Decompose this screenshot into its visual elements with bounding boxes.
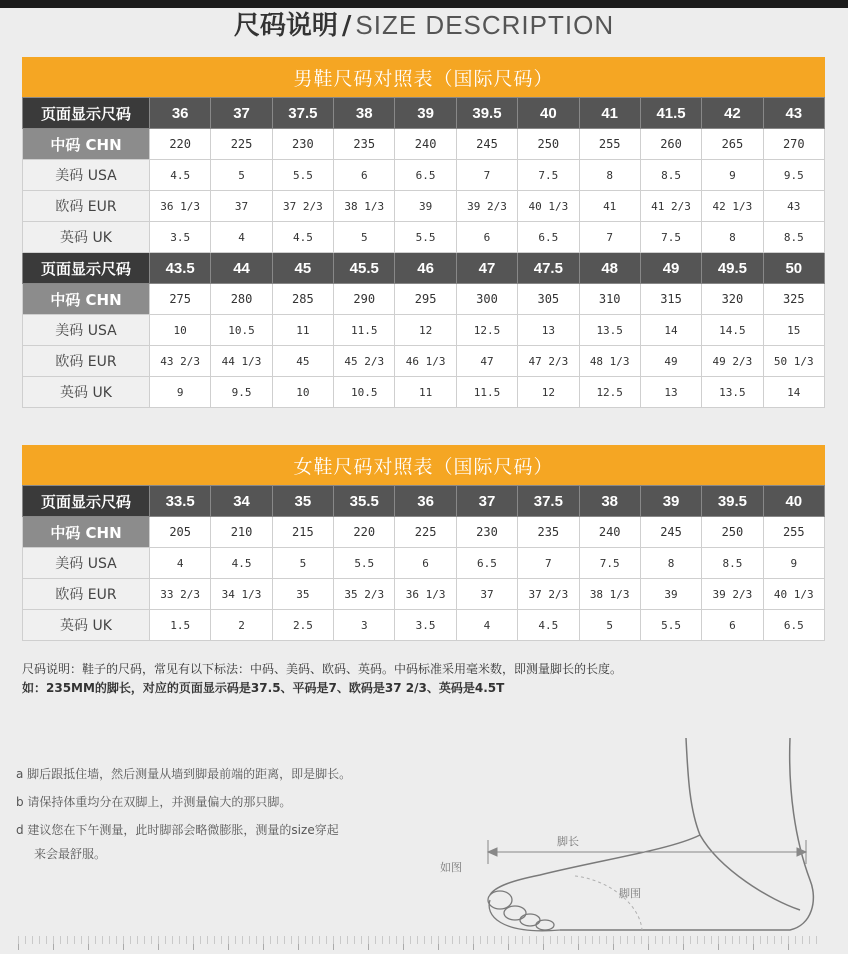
size-cell: 240 — [579, 517, 640, 548]
display-size-cell: 49.5 — [702, 253, 763, 284]
row-label: 欧码 EUR — [23, 346, 150, 377]
size-cell: 43 2/3 — [150, 346, 211, 377]
size-cell: 5.5 — [640, 610, 701, 641]
foot-girth-label: 脚围 — [619, 887, 641, 900]
size-cell: 41 2/3 — [640, 191, 701, 222]
size-cell: 13 — [518, 315, 579, 346]
size-cell: 15 — [763, 315, 824, 346]
size-cell: 11 — [395, 377, 456, 408]
size-cell: 5 — [211, 160, 272, 191]
display-size-cell: 35.5 — [334, 486, 395, 517]
row-label: 欧码 EUR — [23, 579, 150, 610]
size-cell: 245 — [640, 517, 701, 548]
row-label: 美码 USA — [23, 548, 150, 579]
size-cell: 230 — [456, 517, 517, 548]
size-cell: 5 — [579, 610, 640, 641]
size-cell: 11.5 — [334, 315, 395, 346]
toes-icon — [488, 891, 560, 931]
size-cell: 4 — [456, 610, 517, 641]
size-cell: 4.5 — [518, 610, 579, 641]
size-cell: 49 2/3 — [702, 346, 763, 377]
row-label: 页面显示尺码 — [23, 98, 150, 129]
foot-length-label: 脚长 — [557, 835, 579, 848]
size-cell: 37 — [211, 191, 272, 222]
size-cell: 235 — [518, 517, 579, 548]
size-cell: 245 — [456, 129, 517, 160]
size-cell: 285 — [272, 284, 333, 315]
title-zh: 尺码说明 — [233, 11, 338, 41]
display-size-cell: 45.5 — [334, 253, 395, 284]
display-size-cell: 50 — [763, 253, 824, 284]
size-cell: 6 — [395, 548, 456, 579]
display-size-cell: 43 — [763, 98, 824, 129]
size-cell: 7 — [456, 160, 517, 191]
size-cell: 9 — [150, 377, 211, 408]
size-cell: 14.5 — [702, 315, 763, 346]
size-cell: 3 — [334, 610, 395, 641]
display-size-cell: 39.5 — [702, 486, 763, 517]
display-size-cell: 36 — [395, 486, 456, 517]
row-label: 中码 CHN — [23, 129, 150, 160]
size-cell: 38 1/3 — [579, 579, 640, 610]
size-cell: 6 — [456, 222, 517, 253]
row-label: 页面显示尺码 — [23, 486, 150, 517]
size-cell: 40 1/3 — [763, 579, 824, 610]
size-cell: 280 — [211, 284, 272, 315]
size-cell: 275 — [150, 284, 211, 315]
men-chart-header: 男鞋尺码对照表（国际尺码） — [22, 57, 825, 97]
size-cell: 13 — [640, 377, 701, 408]
size-cell: 290 — [334, 284, 395, 315]
size-cell: 305 — [518, 284, 579, 315]
size-cell: 2.5 — [272, 610, 333, 641]
size-cell: 225 — [211, 129, 272, 160]
size-cell: 8.5 — [702, 548, 763, 579]
size-cell: 5.5 — [272, 160, 333, 191]
size-cell: 240 — [395, 129, 456, 160]
size-cell: 5.5 — [395, 222, 456, 253]
display-size-cell: 37.5 — [272, 98, 333, 129]
display-size-cell: 47 — [456, 253, 517, 284]
size-cell: 11.5 — [456, 377, 517, 408]
display-size-cell: 40 — [763, 486, 824, 517]
size-cell: 42 1/3 — [702, 191, 763, 222]
size-cell: 6.5 — [395, 160, 456, 191]
display-size-cell: 37 — [211, 98, 272, 129]
size-cell: 12.5 — [579, 377, 640, 408]
display-size-cell: 36 — [150, 98, 211, 129]
row-label: 美码 USA — [23, 160, 150, 191]
size-cell: 45 — [272, 346, 333, 377]
as-shown-label: 如图 — [440, 861, 462, 874]
size-cell: 6.5 — [763, 610, 824, 641]
size-cell: 260 — [640, 129, 701, 160]
display-size-cell: 49 — [640, 253, 701, 284]
size-cell: 50 1/3 — [763, 346, 824, 377]
foot-length-arrow — [488, 840, 806, 864]
size-cell: 47 2/3 — [518, 346, 579, 377]
display-size-cell: 41.5 — [640, 98, 701, 129]
display-size-cell: 34 — [211, 486, 272, 517]
ruler — [18, 936, 823, 954]
women-chart-header: 女鞋尺码对照表（国际尺码） — [22, 445, 825, 485]
size-cell: 4.5 — [150, 160, 211, 191]
size-cell: 12 — [395, 315, 456, 346]
size-cell: 41 — [579, 191, 640, 222]
display-size-cell: 37.5 — [518, 486, 579, 517]
display-size-cell: 44 — [211, 253, 272, 284]
size-cell: 5 — [272, 548, 333, 579]
size-cell: 255 — [763, 517, 824, 548]
size-cell: 220 — [334, 517, 395, 548]
row-label: 英码 UK — [23, 222, 150, 253]
size-cell: 315 — [640, 284, 701, 315]
size-cell: 225 — [395, 517, 456, 548]
size-cell: 8.5 — [640, 160, 701, 191]
size-cell: 5.5 — [334, 548, 395, 579]
size-cell: 9.5 — [763, 160, 824, 191]
size-cell: 14 — [763, 377, 824, 408]
size-cell: 39 2/3 — [456, 191, 517, 222]
size-cell: 9 — [702, 160, 763, 191]
size-cell: 4 — [211, 222, 272, 253]
size-cell: 7.5 — [640, 222, 701, 253]
size-cell: 210 — [211, 517, 272, 548]
row-label: 英码 UK — [23, 610, 150, 641]
size-cell: 45 2/3 — [334, 346, 395, 377]
tip-d: d 建议您在下午测量，此时脚部会略微膨胀，测量的size穿起 — [16, 823, 339, 837]
tip-a: a 脚后跟抵住墙，然后测量从墙到脚最前端的距离，即是脚长。 — [16, 767, 352, 781]
size-cell: 270 — [763, 129, 824, 160]
size-cell: 13.5 — [579, 315, 640, 346]
size-cell: 34 1/3 — [211, 579, 272, 610]
size-cell: 39 — [640, 579, 701, 610]
size-cell: 35 — [272, 579, 333, 610]
size-cell: 7.5 — [579, 548, 640, 579]
size-cell: 2 — [211, 610, 272, 641]
size-cell: 7 — [579, 222, 640, 253]
size-cell: 230 — [272, 129, 333, 160]
size-cell: 33 2/3 — [150, 579, 211, 610]
size-cell: 250 — [518, 129, 579, 160]
size-cell: 6 — [334, 160, 395, 191]
display-size-cell: 33.5 — [150, 486, 211, 517]
size-cell: 3.5 — [395, 610, 456, 641]
size-cell: 4.5 — [211, 548, 272, 579]
row-label: 页面显示尺码 — [23, 253, 150, 284]
size-cell: 10.5 — [211, 315, 272, 346]
row-label: 中码 CHN — [23, 517, 150, 548]
size-cell: 36 1/3 — [395, 579, 456, 610]
size-cell: 4.5 — [272, 222, 333, 253]
size-cell: 320 — [702, 284, 763, 315]
size-cell: 46 1/3 — [395, 346, 456, 377]
display-size-cell: 40 — [518, 98, 579, 129]
display-size-cell: 39 — [640, 486, 701, 517]
size-cell: 220 — [150, 129, 211, 160]
size-cell: 300 — [456, 284, 517, 315]
tip-d-continued: 来会最舒服。 — [34, 847, 107, 861]
size-cell: 38 1/3 — [334, 191, 395, 222]
size-cell: 205 — [150, 517, 211, 548]
size-cell: 6 — [702, 610, 763, 641]
size-cell: 7.5 — [518, 160, 579, 191]
size-cell: 8 — [640, 548, 701, 579]
display-size-cell: 48 — [579, 253, 640, 284]
title-en: SIZE DESCRIPTION — [355, 10, 615, 40]
size-cell: 43 — [763, 191, 824, 222]
display-size-cell: 39.5 — [456, 98, 517, 129]
size-cell: 36 1/3 — [150, 191, 211, 222]
size-cell: 10 — [150, 315, 211, 346]
tip-b: b 请保持体重均分在双脚上，并测量偏大的那只脚。 — [16, 795, 292, 809]
size-cell: 6.5 — [518, 222, 579, 253]
size-cell: 5 — [334, 222, 395, 253]
size-cell: 44 1/3 — [211, 346, 272, 377]
size-cell: 295 — [395, 284, 456, 315]
size-cell: 35 2/3 — [334, 579, 395, 610]
size-cell: 265 — [702, 129, 763, 160]
size-cell: 49 — [640, 346, 701, 377]
size-cell: 8 — [579, 160, 640, 191]
row-label: 英码 UK — [23, 377, 150, 408]
size-cell: 6.5 — [456, 548, 517, 579]
size-cell: 325 — [763, 284, 824, 315]
display-size-cell: 37 — [456, 486, 517, 517]
size-cell: 8.5 — [763, 222, 824, 253]
size-cell: 4 — [150, 548, 211, 579]
size-cell: 39 — [395, 191, 456, 222]
size-cell: 235 — [334, 129, 395, 160]
title-separator: / — [341, 11, 352, 41]
size-cell: 255 — [579, 129, 640, 160]
size-cell: 11 — [272, 315, 333, 346]
size-cell: 12.5 — [456, 315, 517, 346]
row-label: 中码 CHN — [23, 284, 150, 315]
description-line-2: 如：235MM的脚长，对应的页面显示码是37.5、平码是7、欧码是37 2/3、英码是4.5T — [22, 681, 505, 695]
display-size-cell: 38 — [334, 98, 395, 129]
size-cell: 40 1/3 — [518, 191, 579, 222]
size-cell: 10.5 — [334, 377, 395, 408]
display-size-cell: 43.5 — [150, 253, 211, 284]
size-cell: 215 — [272, 517, 333, 548]
size-cell: 13.5 — [702, 377, 763, 408]
size-cell: 7 — [518, 548, 579, 579]
size-cell: 37 2/3 — [272, 191, 333, 222]
display-size-cell: 45 — [272, 253, 333, 284]
display-size-cell: 35 — [272, 486, 333, 517]
size-cell: 12 — [518, 377, 579, 408]
size-cell: 39 2/3 — [702, 579, 763, 610]
display-size-cell: 39 — [395, 98, 456, 129]
display-size-cell: 42 — [702, 98, 763, 129]
row-label: 美码 USA — [23, 315, 150, 346]
size-cell: 3.5 — [150, 222, 211, 253]
size-cell: 48 1/3 — [579, 346, 640, 377]
size-cell: 9 — [763, 548, 824, 579]
size-cell: 8 — [702, 222, 763, 253]
row-label: 欧码 EUR — [23, 191, 150, 222]
size-cell: 37 2/3 — [518, 579, 579, 610]
size-cell: 37 — [456, 579, 517, 610]
size-cell: 250 — [702, 517, 763, 548]
display-size-cell: 41 — [579, 98, 640, 129]
size-cell: 1.5 — [150, 610, 211, 641]
display-size-cell: 47.5 — [518, 253, 579, 284]
size-cell: 10 — [272, 377, 333, 408]
display-size-cell: 46 — [395, 253, 456, 284]
display-size-cell: 38 — [579, 486, 640, 517]
description-line-1: 尺码说明：鞋子的尺码，常见有以下标法：中码、美码、欧码、英码。中码标准采用毫米数，即测量脚长的长度。 — [22, 662, 623, 676]
size-cell: 310 — [579, 284, 640, 315]
size-cell: 14 — [640, 315, 701, 346]
size-cell: 47 — [456, 346, 517, 377]
size-cell: 9.5 — [211, 377, 272, 408]
